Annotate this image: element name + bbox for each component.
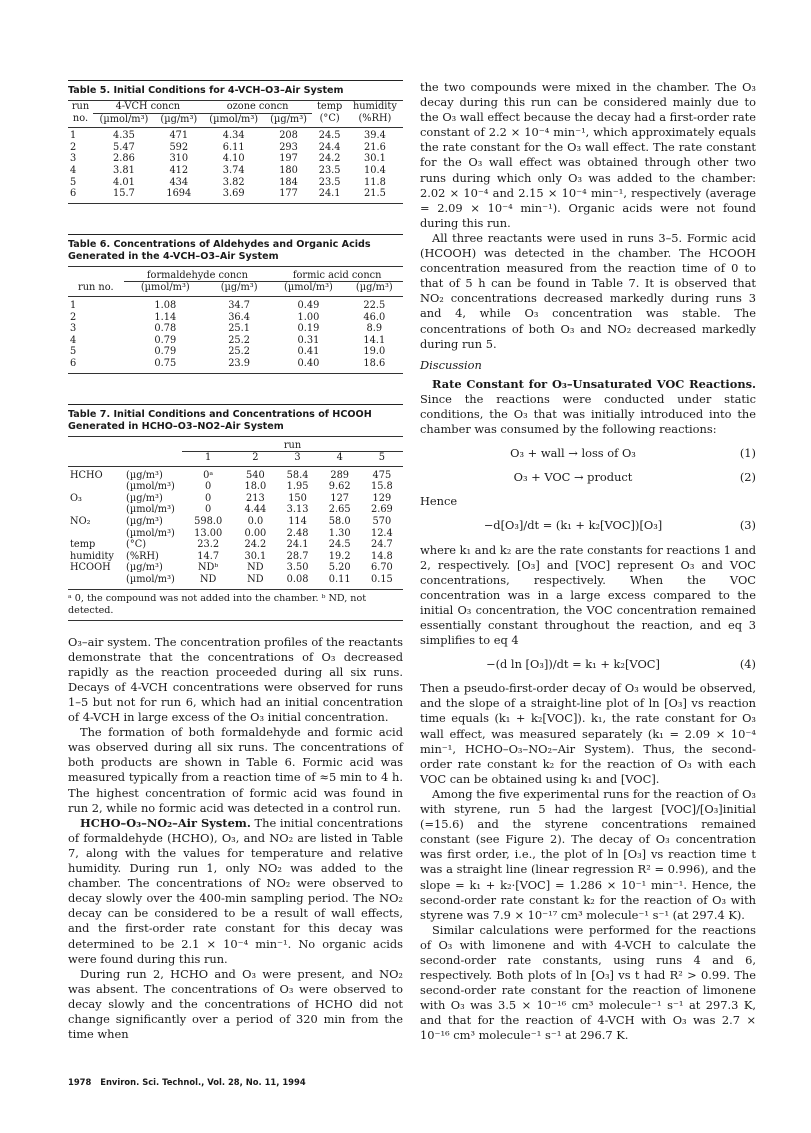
- table-cell: [68, 481, 124, 493]
- equation-4: −(d ln [O₃])/dt = k₁ + k₂[VOC] (4): [486, 657, 756, 672]
- table-row: [68, 516, 403, 528]
- table-cell: 2: [70, 311, 77, 323]
- table-cell: (%RH): [126, 550, 159, 562]
- table-cell: 1694: [166, 188, 192, 200]
- table-cell: 13.00: [194, 527, 223, 539]
- left-paragraph-1: O₃–air system. The concentration profiles of the reactants demonstrate that the concentrations of O₃ decreased rapidly as the reaction proceeded during all six runs. Decays of 4-VCH concentrations were observed for runs 1–5 but not for run 6, which had an initial concentration of 4-VCH in large excess of the O₃ initial concentration.: [68, 634, 403, 725]
- table-6: [68, 234, 403, 374]
- table-cell: 3: [70, 153, 77, 165]
- table-cell: 1: [70, 299, 77, 311]
- table-cell: 10.4: [363, 164, 386, 176]
- table-cell: 127: [330, 492, 350, 504]
- table-cell: 24.2: [244, 539, 267, 551]
- table-cell: 25.2: [228, 334, 251, 346]
- table-cell: 208: [279, 130, 298, 142]
- table-5: [68, 80, 403, 204]
- table-cell: 0.49: [297, 299, 320, 311]
- table-cell: 4.35: [113, 130, 135, 142]
- table-cell: 25.1: [228, 323, 251, 335]
- table-cell: (µg/m³): [126, 469, 163, 481]
- table-row: [68, 574, 403, 586]
- table-cell: 0: [205, 492, 212, 504]
- table-cell: 23.2: [197, 539, 220, 551]
- table-cell: 23.9: [228, 357, 251, 369]
- table-cell: 114: [288, 516, 307, 528]
- table-cell: 598.0: [194, 516, 223, 528]
- discussion-heading: Discussion: [420, 357, 482, 372]
- table-cell: 24.4: [318, 141, 341, 153]
- table-row: [68, 142, 403, 154]
- table-cell: 2: [70, 141, 77, 153]
- table-cell: 19.0: [363, 346, 386, 358]
- table-cell: 310: [169, 153, 189, 165]
- table-cell: 24.1: [318, 188, 341, 200]
- table-row: [68, 312, 403, 324]
- table-cell: 150: [288, 492, 307, 504]
- table-cell: 0ᵃ: [203, 469, 214, 481]
- table-cell: 6: [70, 188, 77, 200]
- table-cell: (µg/m³): [126, 492, 163, 504]
- table-cell: 592: [169, 141, 189, 153]
- table-cell: 4.10: [222, 153, 245, 165]
- table-row: [68, 528, 403, 540]
- table-row: [68, 346, 403, 358]
- table-cell: 58.0: [328, 516, 351, 528]
- table-6-grid: formaldehyde concn formic acid concn run no. (µmol/m³) (µg/m³) (µmol/m³) (µg/m³) 1 1.08 34.7 0.49 22.5 2 1.14 36.4 1.00 46.0 3 0.78 25.1 0.19 8.9 4 0.79 25.2 0.31 14.1 5 0.79 25.2 0.41 19.0 6 0.75 23.9 0.40 18.6: [68, 270, 403, 370]
- table-cell: 4: [70, 334, 77, 346]
- table-cell: 23.5: [318, 164, 341, 176]
- table-cell: 8.9: [366, 323, 383, 335]
- table-cell: 570: [372, 516, 392, 528]
- section-runin-rate: Rate Constant for O₃–Unsaturated VOC Reactions.: [432, 376, 756, 391]
- table-cell: 412: [169, 164, 189, 176]
- table-cell: 434: [169, 176, 189, 188]
- table-cell: NO₂: [70, 516, 91, 528]
- table-cell: 0.19: [297, 323, 320, 335]
- table-cell: 3.82: [222, 176, 245, 188]
- table-cell: 0.31: [297, 334, 320, 346]
- table-cell: 289: [330, 469, 350, 481]
- table-cell: (µmol/m³): [126, 527, 175, 539]
- table-7-grid: run 1 2 3 4 5 HCHO (µg/m³) 0ᵃ 540 58.4 289 475 (µmol/m³) 0 18.0 1.95 9.62 15.8 O₃ (µg/m³) 0 213 150 127 129 (µmol/m³) 0 4.44 3.13 2.65 2.69 NO₂ (µg/m³) 598.0 0.0 114 58.0 570 (µmol/m³) 13.00 0.00 2.48 1.30 12.4 temp (°C) 23.2 24.2 24.1 24.5 24.7 humidity (%RH) 14.7 30.1 28.7 19.2 14.8 HCOOH (µg/m³) NDᵇ ND 3.50 5.20 6.70 (µmol/m³) ND ND 0.08 0.11 0.15: [68, 440, 403, 586]
- table-cell: 21.5: [363, 188, 386, 200]
- right-paragraph-3: Rate Constant for O₃–Unsaturated VOC Reactions. Since the reactions were conducted under static conditions, the O₃ that was initially introduced into the chamber was consumed by the following reactions:: [420, 376, 756, 437]
- table-cell: 184: [279, 176, 298, 188]
- table-cell: 540: [246, 469, 265, 481]
- table-cell: 0.75: [154, 357, 177, 369]
- run-number-header: 4: [336, 452, 343, 464]
- table-cell: 1.08: [154, 299, 177, 311]
- table-cell: (µmol/m³): [126, 504, 175, 516]
- right-paragraph-4: where k₁ and k₂ are the rate constants for reactions 1 and 2, respectively. [O₃] and [VOC] represent O₃ and VOC concentrations, respectively. When the VOC concentration was in a large excess compared to the initial O₃ concentration, the VOC concentration remained essentially constant throughout the reaction, and eq 3 simplifies to eq 4: [420, 542, 756, 648]
- table-cell: (°C): [126, 539, 147, 551]
- table-cell: [68, 504, 124, 516]
- table-cell: 3.13: [286, 504, 309, 516]
- table-cell: 3.74: [222, 164, 245, 176]
- equation-2: O₃ + VOC → product (2): [513, 470, 756, 485]
- table-cell: 0.79: [154, 334, 177, 346]
- run-number-header: 3: [294, 452, 301, 464]
- table-cell: 213: [246, 492, 265, 504]
- table-cell: 18.6: [363, 357, 386, 369]
- table-cell: 11.8: [363, 176, 386, 188]
- table-cell: 1.14: [154, 311, 177, 323]
- table-cell: ND: [199, 574, 217, 586]
- table-7-body: [68, 470, 403, 586]
- table-cell: 1.30: [328, 527, 351, 539]
- table-row: [68, 539, 403, 551]
- table-cell: 30.1: [244, 550, 267, 562]
- left-paragraph-4: During run 2, HCHO and O₃ were present, and NO₂ was absent. The concentrations of O₃ were observed to decay slowly and the concentrations of HCHO did not change significantly over a period of 320 min from the time when: [68, 966, 403, 1042]
- table-row: [68, 551, 403, 563]
- equation-3: −d[O₃]/dt = (k₁ + k₂[VOC])[O₃] (3): [483, 518, 756, 533]
- table-cell: 21.6: [363, 141, 386, 153]
- table-row: [68, 335, 403, 347]
- table-cell: 0: [205, 481, 212, 493]
- table-cell: 18.0: [244, 481, 267, 493]
- table-row: [68, 300, 403, 312]
- table-cell: 15.7: [113, 188, 135, 200]
- table-cell: 3: [70, 323, 77, 335]
- right-paragraph-7: Similar calculations were performed for the reactions of O₃ with limonene and with 4-VCH to calculate the second-order rate constants, using runs 4 and 6, respectively. Both plots of ln [O₃] vs t had R² > 0.99. The second-order rate constant for the reaction of limonene with O₃ was 3.5 × 10⁻¹⁶ cm³ molecule⁻¹ s⁻¹ at 297.3 K, and that for the reaction of 4-VCH with O₃ was 2.7 × 10⁻¹⁶ cm³ molecule⁻¹ s⁻¹ at 296.7 K.: [420, 922, 756, 1043]
- table-cell: 4.44: [244, 504, 267, 516]
- table-cell: 34.7: [228, 299, 251, 311]
- table-cell: 0.08: [286, 574, 309, 586]
- table-cell: 22.5: [363, 299, 386, 311]
- table-cell: 2.48: [286, 527, 309, 539]
- table-7-footnote: ᵃ 0, the compound was not added into the chamber. ᵇ ND, not detected.: [68, 592, 367, 616]
- table-cell: 2.65: [328, 504, 351, 516]
- section-runin-hcho: HCHO–O₃–NO₂–Air System.: [80, 815, 251, 830]
- equation-1: O₃ + wall → loss of O₃ (1): [510, 446, 756, 461]
- table-row: [68, 470, 403, 482]
- table-cell: 15.8: [370, 481, 393, 493]
- table-cell: 3.69: [222, 188, 245, 200]
- table-cell: 4: [70, 164, 77, 176]
- table-cell: [68, 528, 124, 540]
- table-cell: 197: [279, 153, 298, 165]
- table-cell: 3.81: [113, 164, 135, 176]
- table-cell: 24.7: [370, 539, 393, 551]
- table-cell: 3.50: [286, 562, 309, 574]
- table-row: [68, 493, 403, 505]
- table-cell: 471: [169, 130, 189, 142]
- table-row: [68, 165, 403, 177]
- table-cell: HCOOH: [70, 562, 111, 574]
- table-cell: 9.62: [328, 481, 351, 493]
- table-cell: 14.1: [363, 334, 386, 346]
- table-cell: 177: [279, 188, 298, 200]
- right-paragraph-6: Among the five experimental runs for the reaction of O₃ with styrene, run 5 had the largest [VOC]/[O₃]initial (=15.6) and the styrene concentrations remained constant (see Figure 2). The decay of O₃ concentration was first order, i.e., the plot of ln [O₃] vs reaction time t was a straight line (linear regression R² = 0.996), and the slope = k₁ + k₂·[VOC] = 1.286 × 10⁻¹ min⁻¹. Hence, the second-order rate constant k₂ for the reaction of O₃ with styrene was 7.9 × 10⁻¹⁷ cm³ molecule⁻¹ s⁻¹ (at 297.4 K).: [420, 786, 756, 922]
- table-row: [68, 323, 403, 335]
- table-cell: 1: [70, 130, 77, 142]
- table-cell: 475: [372, 469, 392, 481]
- table-row: [68, 130, 403, 142]
- table-row: [68, 481, 403, 493]
- table-row: [68, 562, 403, 574]
- right-paragraph-1: the two compounds were mixed in the chamber. The O₃ decay during this run can be considered mainly due to the O₃ wall effect because the decay had a first-order rate constant of 2.2 × 10⁻⁴ min⁻¹, which approximately equals the rate constant for the O₃ wall effect. The rate constant for the O₃ wall effect was obtained through other two runs during which only O₃ was added to the chamber: 2.02 × 10⁻⁴ and 2.15 × 10⁻⁴ min⁻¹, respectively (average = 2.09 × 10⁻⁴ min⁻¹). Organic acids were not found during this run.: [420, 80, 756, 230]
- left-body-text: [68, 635, 403, 1043]
- table-cell: (µmol/m³): [126, 574, 175, 586]
- table-cell: 5.47: [113, 141, 135, 153]
- table-cell: 23.5: [318, 176, 341, 188]
- right-column: [420, 80, 756, 1044]
- page-footer: [68, 1077, 306, 1087]
- table-cell: 24.5: [328, 539, 351, 551]
- table-cell: 24.2: [318, 153, 341, 165]
- table-cell: (µg/m³): [126, 562, 163, 574]
- table-cell: 5: [70, 176, 77, 188]
- table-cell: 25.2: [228, 346, 251, 358]
- table-6-body: [68, 300, 403, 370]
- table-cell: 1.95: [286, 481, 309, 493]
- table-cell: O₃: [70, 492, 82, 504]
- table-6-caption: Table 6. Concentrations of Aldehydes and Organic Acids Generated in the 4-VCH–O3–Air System: [68, 238, 371, 262]
- right-paragraph-2: All three reactants were used in runs 3–5. Formic acid (HCOOH) was detected in the chamber. The HCOOH concentration measured from the reaction time of 0 to that of 5 h can be found in Table 7. It is observed that NO₂ concentrations decreased markedly during runs 3 and 4, while O₃ concentration was stable. The concentrations of both O₃ and NO₂ decreased markedly during run 5.: [420, 230, 756, 351]
- table-cell: 39.4: [363, 130, 386, 142]
- table-row: [68, 358, 403, 370]
- right-paragraph-5: Then a pseudo-first-order decay of O₃ would be observed, and the slope of a straight-line plot of ln [O₃] vs reaction time equals (k₁ + k₂[VOC]). k₁, the rate constant for O₃ wall effect, was measured separately (k₁ = 2.09 × 10⁻⁴ min⁻¹, HCHO–O₃–NO₂–Air System). Thus, the second-order rate constant k₂ for the reaction of O₃ with each VOC can be obtained using k₁ and [VOC].: [420, 681, 756, 786]
- table-cell: 19.2: [328, 550, 351, 562]
- journal-citation: Environ. Sci. Technol., Vol. 28, No. 11, 1994: [100, 1077, 306, 1087]
- table-cell: 6.70: [370, 562, 393, 574]
- table-cell: 36.4: [228, 311, 251, 323]
- table-cell: 1.00: [297, 311, 320, 323]
- table-row: [68, 153, 403, 165]
- table-cell: (µg/m³): [126, 516, 163, 528]
- run-number-header: 2: [252, 452, 259, 464]
- table-cell: 4.01: [113, 176, 135, 188]
- table-cell: 0.11: [328, 574, 351, 586]
- table-cell: 5.20: [328, 562, 351, 574]
- table-7-caption: Table 7. Initial Conditions and Concentrations of HCOOH Generated in HCHO–O3–NO2–Air System: [68, 408, 372, 432]
- table-cell: 58.4: [286, 469, 309, 481]
- table-cell: 2.69: [370, 504, 393, 516]
- table-cell: 0.78: [154, 323, 177, 335]
- table-cell: 2.86: [113, 153, 135, 165]
- table-cell: ND: [247, 562, 264, 574]
- table-cell: 6.11: [222, 141, 245, 153]
- table-cell: 6: [70, 357, 77, 369]
- table-cell: 28.7: [286, 550, 309, 562]
- table-row: [68, 177, 403, 189]
- table-7: [68, 404, 403, 621]
- table-cell: 14.8: [370, 550, 393, 562]
- left-paragraph-2: The formation of both formaldehyde and formic acid was observed during all six runs. The concentrations of both products are shown in Table 6. Formic acid was measured typically from a reaction time of ≈5 min to 4 h. The highest concentration of formic acid was found in run 2, while no formic acid was detected in a control run.: [68, 725, 403, 815]
- table-cell: temp: [70, 539, 96, 551]
- table-cell: 4.34: [222, 130, 245, 142]
- table-cell: (µmol/m³): [126, 481, 175, 493]
- table-5-body: [68, 130, 403, 200]
- page-number: 1978: [68, 1077, 92, 1087]
- table-cell: humidity: [70, 550, 114, 562]
- table-cell: 293: [279, 141, 298, 153]
- table-cell: ND: [247, 574, 264, 586]
- run-number-header: 1: [205, 452, 212, 464]
- table-cell: 0.0: [247, 516, 264, 528]
- table-row: [68, 504, 403, 516]
- table-cell: 0.41: [297, 346, 320, 358]
- table-cell: 0.79: [154, 346, 177, 358]
- table-cell: 5: [70, 346, 77, 358]
- table-cell: 180: [279, 164, 298, 176]
- table-cell: 0.40: [297, 357, 320, 369]
- table-cell: [68, 574, 124, 586]
- table-5-grid: run 4-VCH concn ozone concn temp humidity no. (µmol/m³) (µg/m³) (µmol/m³) (µg/m³) (°C) (%RH) 1 4.35 471 4.34 208 24.5 39.4 2 5.47 592 6.11 293 24.4 21.6 3 2.86 310 4.10 197 24.2 30.1 4 3.81 412 3.74 180 23.5 10.4 5 4.01 434 3.82 184 23.5 11.8 6 15.7 1694 3.69 177 24.1 21.5: [68, 101, 403, 200]
- table-cell: HCHO: [70, 469, 103, 481]
- table-cell: 24.1: [286, 539, 309, 551]
- table-cell: 0.00: [244, 527, 267, 539]
- left-paragraph-3: HCHO–O₃–NO₂–Air System. The initial concentrations of formaldehyde (HCHO), O₃, and NO₂ are listed in Table 7, along with the values for temperature and relative humidity. During run 1, only NO₂ was added to the chamber. The concentrations of NO₂ were observed to decay slowly over the 400-min sampling period. The NO₂ decay can be considered to be a result of wall effects, and the first-order rate constant for this decay was determined to be 2.1 × 10⁻⁴ min⁻¹. No organic acids were found during this run.: [68, 815, 404, 966]
- table-5-caption: Table 5. Initial Conditions for 4-VCH–O3–Air System: [68, 85, 344, 96]
- table-cell: 0: [205, 504, 212, 516]
- table-cell: 14.7: [197, 550, 220, 562]
- table-cell: 30.1: [363, 153, 386, 165]
- hence-text: Hence: [420, 494, 458, 509]
- table-cell: 46.0: [363, 311, 386, 323]
- table-cell: 24.5: [318, 130, 341, 142]
- table-7-run-header: [68, 452, 403, 464]
- left-column: [68, 80, 403, 1042]
- table-row: [68, 188, 403, 200]
- table-cell: 0.15: [370, 574, 393, 586]
- table-cell: NDᵇ: [197, 562, 219, 574]
- table-cell: 129: [372, 492, 392, 504]
- run-number-header: 5: [378, 452, 385, 464]
- table-cell: 12.4: [370, 527, 393, 539]
